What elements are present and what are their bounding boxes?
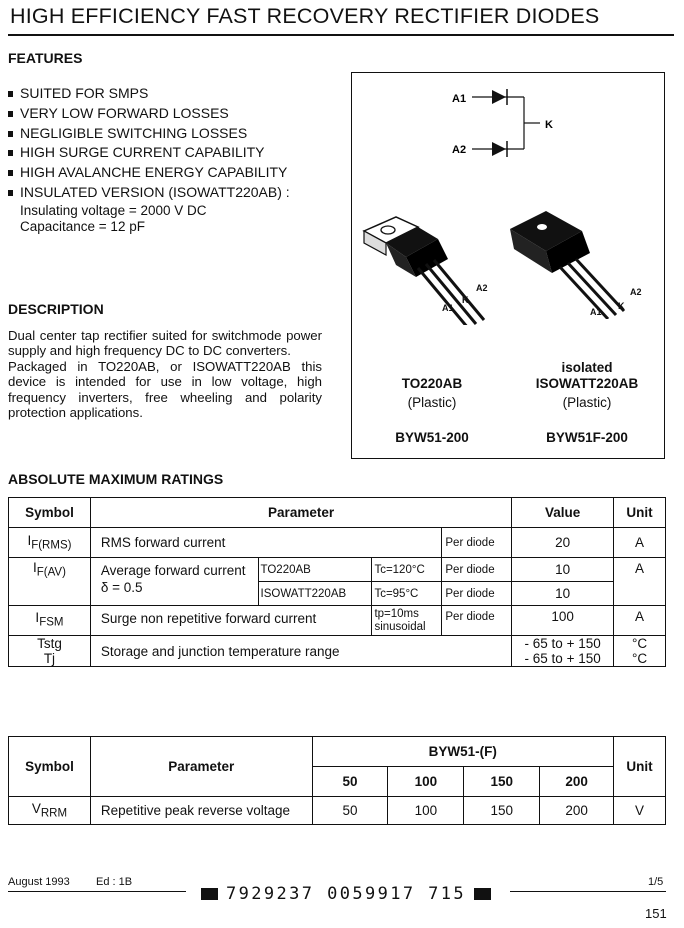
bullet-icon	[8, 150, 13, 156]
package-name: ISOWATT220AB	[535, 376, 639, 391]
header-symbol: Symbol	[9, 498, 91, 528]
header-column: 200	[540, 767, 614, 797]
table-row	[9, 558, 666, 582]
unit-cell: A	[614, 606, 666, 636]
description-paragraph: Packaged in TO220AB, or ISOWATT220AB this device is intended for use in low voltage, high frequency inverters, free wheeling and polarity protection applications.	[8, 358, 322, 421]
value-cell: 100	[388, 797, 464, 825]
symbol-cell: $V_{RRM}$	[9, 797, 91, 825]
pin-label-a2: A2	[630, 287, 642, 297]
bullet-icon	[8, 170, 13, 176]
header-column: 150	[464, 767, 540, 797]
to220-package-icon	[358, 213, 498, 325]
pin-label-a1: A1	[442, 303, 454, 313]
part-number: BYW51-200	[395, 430, 469, 445]
pin-label-k: K	[462, 295, 469, 305]
description-heading: DESCRIPTION	[8, 301, 104, 317]
header-value: Value	[512, 498, 614, 528]
value-cell: 20	[512, 528, 614, 558]
bullet-icon	[8, 190, 13, 196]
package-cell: TO220AB	[258, 558, 372, 582]
symbol-cell: Tstg Tj	[9, 636, 91, 667]
value-cell: 50	[312, 797, 388, 825]
parameter-cell: Average forward current δ = 0.5	[90, 558, 258, 606]
feature-subitem: Capacitance = 12 pF	[20, 218, 145, 234]
pulse-cell: tp=10ms sinusoidal	[372, 606, 442, 636]
condition-cell: Per diode	[442, 528, 512, 558]
page-title: HIGH EFFICIENCY FAST RECOVERY RECTIFIER DIODES	[10, 4, 600, 28]
header-parameter: Parameter	[90, 737, 312, 797]
temperature-cell: Tc=120°C	[372, 558, 442, 582]
barcode-block-icon	[201, 888, 218, 900]
schematic-label-a2: A2	[452, 144, 467, 156]
page-number: 151	[645, 906, 667, 921]
table-row	[9, 606, 666, 636]
feature-item: VERY LOW FORWARD LOSSES	[8, 104, 290, 124]
condition-cell: Per diode	[442, 606, 512, 636]
table-row	[9, 636, 666, 667]
unit-cell: A	[614, 558, 666, 606]
header-unit: Unit	[614, 737, 666, 797]
table-header-row	[9, 498, 666, 528]
features-heading: FEATURES	[8, 50, 83, 66]
vrrm-table	[8, 736, 666, 825]
pin-label-a1: A1	[590, 307, 602, 317]
feature-item: SUITED FOR SMPS	[8, 84, 290, 104]
feature-item: INSULATED VERSION (ISOWATT220AB) :	[8, 183, 290, 203]
package-type: (Plastic)	[407, 395, 457, 410]
temperature-cell: Tc=95°C	[372, 582, 442, 606]
barcode: 7929237 0059917 715	[193, 884, 499, 904]
package-type: (Plastic)	[562, 395, 612, 410]
amr-heading: ABSOLUTE MAXIMUM RATINGS	[8, 471, 224, 487]
diode-icon	[492, 90, 506, 104]
footer-rule	[510, 891, 666, 892]
diode-schematic	[440, 81, 580, 161]
feature-item: NEGLIGIBLE SWITCHING LOSSES	[8, 124, 290, 144]
header-parameter: Parameter	[90, 498, 511, 528]
title-divider	[8, 34, 674, 36]
table-header-row	[9, 737, 666, 767]
value-cell: 100	[512, 606, 614, 636]
part-number: BYW51F-200	[546, 430, 628, 445]
schematic-label-k: K	[545, 119, 553, 131]
symbol-cell: $I_{FSM}$	[9, 606, 91, 636]
pin-label-k: K	[618, 301, 625, 311]
table-row	[9, 797, 666, 825]
value-cell: 150	[464, 797, 540, 825]
package-cell: ISOWATT220AB	[258, 582, 372, 606]
footer-date: August 1993	[8, 876, 70, 888]
package-prefix: isolated	[561, 360, 613, 375]
parameter-cell: Repetitive peak reverse voltage	[90, 797, 312, 825]
diode-icon	[492, 142, 506, 156]
value-cell: 10	[512, 582, 614, 606]
feature-item: HIGH SURGE CURRENT CAPABILITY	[8, 143, 290, 163]
features-list	[8, 84, 290, 235]
value-cell: 200	[540, 797, 614, 825]
amr-table	[8, 497, 666, 667]
parameter-cell: Storage and junction temperature range	[90, 636, 511, 667]
header-group: BYW51-(F)	[312, 737, 613, 767]
header-column: 50	[312, 767, 388, 797]
symbol-cell: $I_{F(RMS)}$	[9, 528, 91, 558]
value-cell: - 65 to + 150 - 65 to + 150	[512, 636, 614, 667]
package-name: TO220AB	[401, 376, 463, 391]
bullet-icon	[8, 91, 13, 97]
unit-cell: V	[614, 797, 666, 825]
description-text	[8, 328, 322, 420]
table-row	[9, 528, 666, 558]
page-indicator: 1/5	[648, 876, 664, 888]
parameter-cell: RMS forward current	[90, 528, 441, 558]
description-paragraph: Dual center tap rectifier suited for switchmode power supply and high frequency DC to DC converters.	[8, 328, 322, 359]
pin-label-a2: A2	[476, 283, 488, 293]
parameter-cell: Surge non repetitive forward current	[90, 606, 372, 636]
unit-cell: A	[614, 528, 666, 558]
header-unit: Unit	[614, 498, 666, 528]
feature-subitem: Insulating voltage = 2000 V DC	[20, 202, 207, 218]
footer-rule	[8, 891, 186, 892]
condition-cell: Per diode	[442, 558, 512, 582]
schematic-label-a1: A1	[452, 93, 467, 105]
package-box	[351, 72, 665, 459]
feature-item: HIGH AVALANCHE ENERGY CAPABILITY	[8, 163, 290, 183]
header-column: 100	[388, 767, 464, 797]
header-symbol: Symbol	[9, 737, 91, 797]
bullet-icon	[8, 111, 13, 117]
value-cell: 10	[512, 558, 614, 582]
unit-cell: °C °C	[614, 636, 666, 667]
bullet-icon	[8, 131, 13, 137]
footer-edition: Ed : 1B	[96, 876, 133, 888]
barcode-block-icon	[474, 888, 491, 900]
symbol-cell: $I_{F(AV)}$	[9, 558, 91, 606]
condition-cell: Per diode	[442, 582, 512, 606]
